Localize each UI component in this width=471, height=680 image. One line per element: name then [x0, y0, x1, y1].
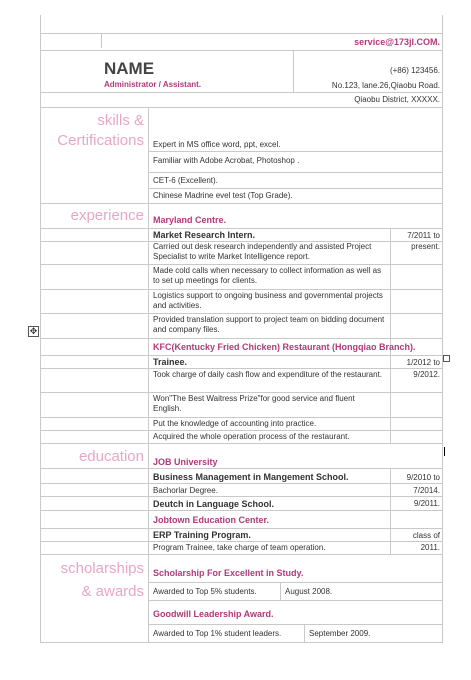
company-name: Maryland Centre. — [153, 215, 227, 225]
left-border — [40, 15, 41, 643]
scholarships-heading-line1: scholarships — [60, 560, 144, 577]
row-line — [40, 313, 443, 314]
date-column-divider-exp — [390, 228, 391, 444]
award-description: Awarded to Top 1% student leaders. — [153, 629, 282, 638]
education-heading: education — [78, 448, 144, 465]
skill-item: Chinese Madrine evel test (Top Grade). — [153, 191, 293, 200]
program-title: Deutch in Language School. — [153, 499, 275, 509]
right-border — [442, 15, 443, 643]
table-move-handle-icon[interactable]: ✥ — [29, 326, 38, 336]
row-line — [40, 554, 443, 555]
program-description: Program Trainee, take charge of team operation. — [153, 543, 326, 552]
contact-divider — [293, 50, 294, 92]
degree-text: Bachorlar Degree. — [153, 486, 218, 495]
role-date-end: present. — [411, 242, 440, 251]
row-line — [40, 368, 443, 369]
duty-item: Logistics support to ongoing business and governmental projects and activities. — [153, 291, 383, 310]
experience-heading: experience — [70, 207, 144, 224]
skills-heading-line2: Certifications — [57, 132, 144, 149]
role-date: 1/2012 to — [406, 358, 440, 367]
skill-item: CET-6 (Excellent). — [153, 176, 218, 185]
address-line2: Qiaobu District, XXXXX. — [354, 95, 440, 104]
row-line — [40, 541, 443, 542]
row-line — [40, 92, 443, 93]
row-line — [148, 151, 443, 152]
header-divider — [101, 33, 102, 48]
duty-item: Made cold calls when necessary to collect information as well as to set up meetings for clients. — [153, 266, 382, 285]
row-line — [40, 355, 443, 356]
phone-text: (+86) 123456. — [389, 66, 440, 75]
row-line — [40, 203, 443, 204]
row-line — [40, 107, 443, 108]
award-description: Awarded to Top 5% students. — [153, 587, 257, 596]
degree-date: 7/2014. — [413, 486, 440, 495]
address-line1: No.123, lane.26,Qiaobu Road. — [331, 81, 440, 90]
row-line — [148, 188, 443, 189]
row-line — [40, 33, 443, 34]
row-line — [40, 50, 443, 51]
row-line — [40, 528, 443, 529]
award-title: Goodwill Leadership Award. — [153, 609, 274, 619]
award-title: Scholarship For Excellent in Study. — [153, 568, 304, 578]
program-date: class of — [412, 531, 440, 540]
role-title: Market Research Intern. — [153, 230, 256, 240]
row-line — [40, 443, 443, 444]
row-line — [40, 228, 443, 229]
row-line — [40, 496, 443, 497]
award-date: September 2009. — [309, 629, 371, 638]
text-cursor — [444, 447, 445, 456]
row-line — [40, 642, 443, 643]
school-name: JOB University — [153, 457, 218, 467]
role-date-end: 9/2012. — [413, 370, 440, 379]
duty-item: Acquired the whole operation process of the restaurant. — [153, 432, 350, 441]
duty-item: Provided translation support to project team on bidding document and company files. — [153, 315, 385, 334]
award-date: August 2008. — [285, 587, 333, 596]
skill-item: Expert in MS office word, ppt, excel. — [153, 140, 281, 149]
row-line — [40, 430, 443, 431]
row-line — [148, 582, 443, 583]
row-line — [40, 264, 443, 265]
skill-item: Familiar with Adobe Acrobat, Photoshop . — [153, 156, 300, 165]
duty-item: Carried out desk research independently and assisted Project Specialist to write Market Intelligence report. — [153, 242, 372, 261]
company-name: KFC(Kentucky Fried Chicken) Restaurant (Hongqiao Branch). — [153, 342, 416, 352]
row-line — [40, 392, 443, 393]
program-date: 9/2011. — [413, 499, 440, 508]
row-line — [40, 289, 443, 290]
program-date: 9/2010 to — [406, 473, 440, 482]
row-line — [40, 338, 443, 339]
program-title: Business Management in Mangement School. — [153, 472, 349, 482]
award2-divider — [304, 624, 305, 642]
scholarships-heading-line2: & awards — [81, 583, 144, 600]
row-line — [40, 510, 443, 511]
row-line — [40, 417, 443, 418]
row-line — [40, 483, 443, 484]
row-line — [148, 624, 443, 625]
award1-divider — [280, 582, 281, 600]
skills-heading-line1: skills & — [97, 112, 144, 129]
table-resize-handle-icon[interactable] — [443, 355, 450, 362]
program-title: ERP Training Program. — [153, 530, 251, 540]
row-line — [148, 600, 443, 601]
role-title: Trainee. — [153, 357, 188, 367]
duty-item: Took charge of daily cash flow and expenditure of the restaurant. — [153, 370, 383, 379]
program-year: 2011. — [420, 543, 440, 552]
position-title: Administrator / Assistant. — [104, 80, 202, 89]
role-date: 7/2011 to — [407, 231, 440, 240]
name-title: NAME — [104, 59, 155, 78]
row-line — [40, 468, 443, 469]
duty-item: Won"The Best Waitress Prize"for good service and fluent English. — [153, 394, 355, 413]
row-line — [148, 172, 443, 173]
school-name: Jobtown Education Center. — [153, 515, 270, 525]
duty-item: Put the knowledge of accounting into practice. — [153, 419, 317, 428]
email-text: service@173jl.COM. — [354, 37, 440, 47]
